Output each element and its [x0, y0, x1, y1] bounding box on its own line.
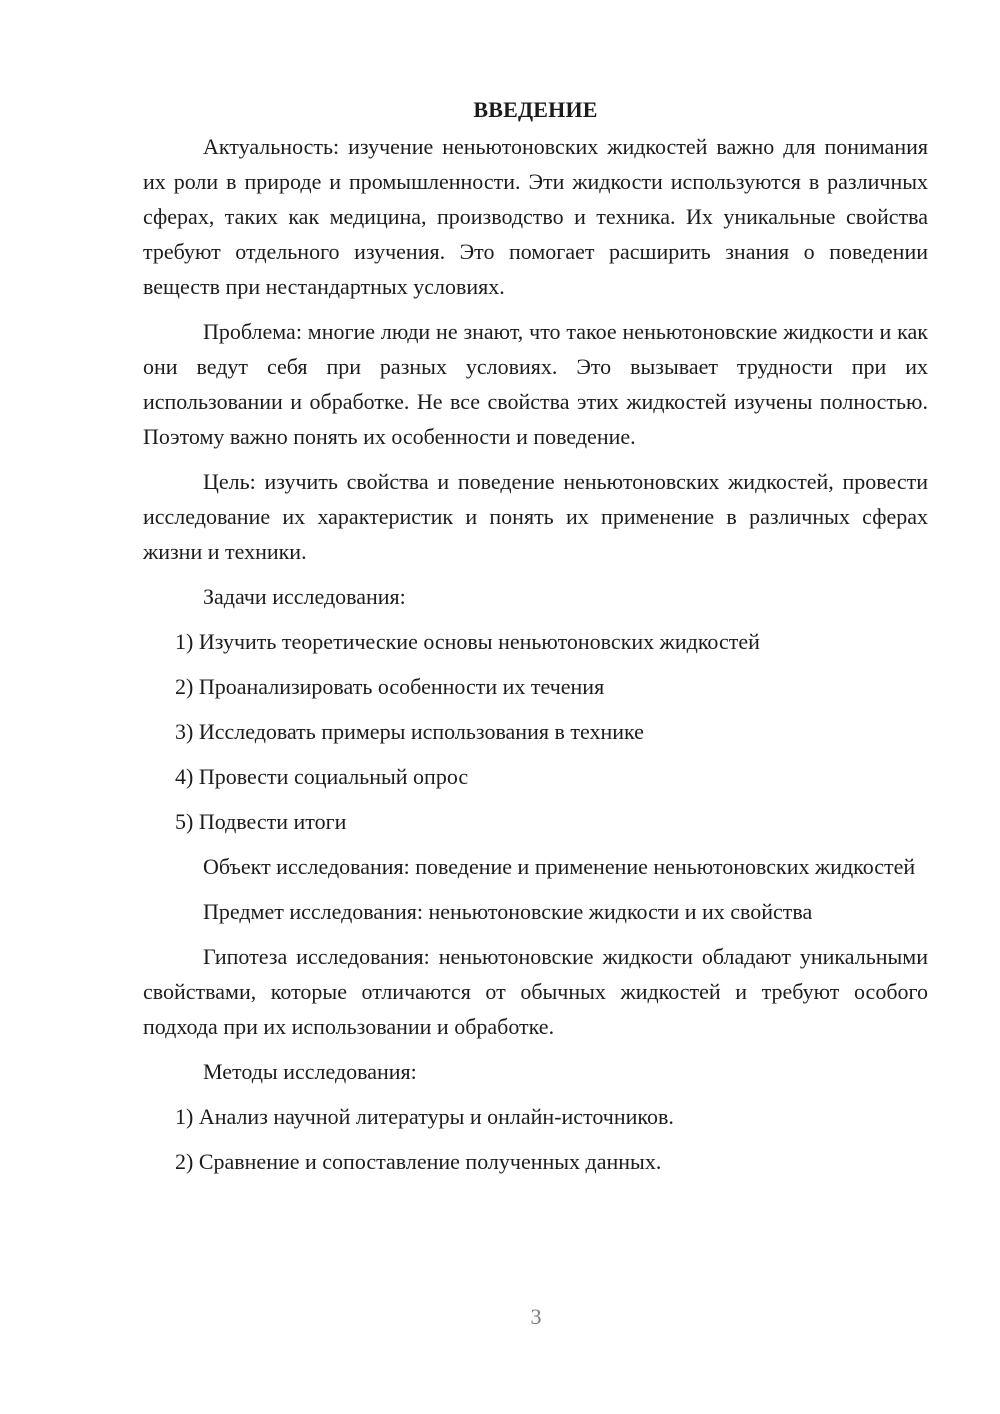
paragraph-problem: Проблема: многие люди не знают, что такое неньютоновские жидкости и как они ведут себя при разных условиях. Это вызывает трудности при их использовании и обработке. Не все свойства этих жидкостей изучены полностью. Поэтому важно понять их особенности и поведение.	[143, 319, 928, 449]
list-item: 2) Сравнение и сопоставление полученных данных.	[175, 1149, 662, 1174]
section-heading: ВВЕДЕНИЕ	[473, 97, 598, 122]
list-item: 1) Анализ научной литературы и онлайн-источников.	[175, 1104, 674, 1129]
tasks-title: Задачи исследования:	[203, 584, 406, 609]
paragraph-subject: Предмет исследования: неньютоновские жидкости и их свойства	[203, 899, 813, 924]
paragraph-hypothesis: Гипотеза исследования: неньютоновские жидкости обладают уникальными свойствами, которые отличаются от обычных жидкостей и требуют особого подхода при их использовании и обработке.	[143, 944, 928, 1039]
list-item: 1) Изучить теоретические основы неньютоновских жидкостей	[175, 629, 760, 654]
paragraph-relevance: Актуальность: изучение неньютоновских жидкостей важно для понимания их роли в природе и промышленности. Эти жидкости используются в различных сферах, таких как медицина, производство и техника. Их уникальные свойства требуют отдельного изучения. Это помогает расширить знания о поведении веществ при нестандартных условиях.	[143, 134, 928, 299]
list-item: 3) Исследовать примеры использования в технике	[175, 719, 644, 744]
paragraph-object: Объект исследования: поведение и применение неньютоновских жидкостей	[203, 854, 916, 879]
document-page	[143, 92, 928, 1189]
list-item: 4) Провести социальный опрос	[175, 764, 469, 789]
tasks-list	[143, 624, 928, 839]
methods-title: Методы исследования:	[203, 1059, 417, 1084]
methods-list	[143, 1099, 928, 1179]
page-number: 3	[530, 1304, 542, 1329]
list-item: 2) Проанализировать особенности их течения	[175, 674, 605, 699]
paragraph-goal: Цель: изучить свойства и поведение неньютоновских жидкостей, провести исследование их характеристик и понять их применение в различных сферах жизни и техники.	[143, 469, 928, 564]
list-item: 5) Подвести итоги	[175, 809, 347, 834]
